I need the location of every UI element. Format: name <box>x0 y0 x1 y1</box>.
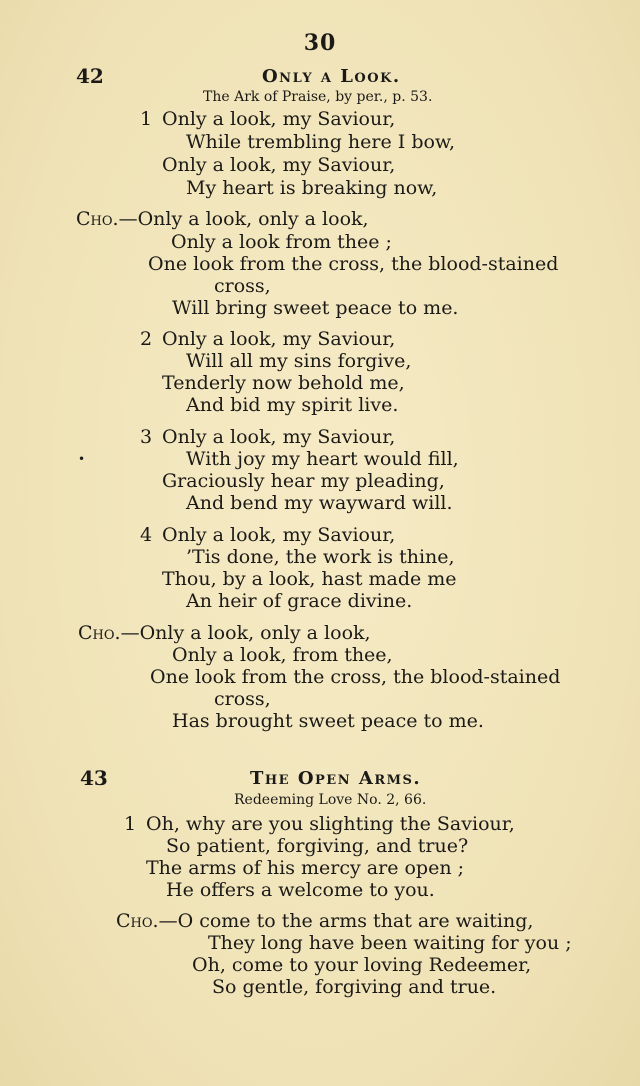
chorus-label: Cho. <box>116 910 159 932</box>
hymn-title: The Open Arms. <box>250 768 422 789</box>
verse-line: Will all my sins forgive, <box>186 350 412 372</box>
verse-line: Tenderly now behold me, <box>162 372 405 394</box>
chorus-line: One look from the cross, the blood-stained <box>148 253 559 275</box>
chorus-line: So gentle, forgiving and true. <box>212 976 497 998</box>
chorus-line: One look from the cross, the blood-stained <box>150 666 561 688</box>
hymn-number: 43 <box>80 766 108 790</box>
verse-number: 4 <box>140 524 153 546</box>
chorus-line: Only a look, from thee, <box>172 644 393 666</box>
verse-number: 1 <box>140 108 153 130</box>
verse-line: Only a look, my Saviour, <box>162 154 396 176</box>
verse-line: With joy my heart would fill, <box>186 448 459 470</box>
chorus-first-line <box>76 208 369 230</box>
hymn-source: Redeeming Love No. 2, 66. <box>234 792 427 808</box>
chorus-label: Cho. <box>76 208 119 230</box>
chorus-line: —Only a look, only a look, <box>118 208 369 230</box>
verse-number: 3 <box>140 426 153 448</box>
chorus-line: cross, <box>214 688 271 710</box>
verse-number: 2 <box>140 328 153 350</box>
verse-line: Thou, by a look, hast made me <box>162 568 457 590</box>
chorus-first-line <box>116 910 533 932</box>
verse-line: My heart is breaking now, <box>186 177 438 199</box>
verse-line: Only a look, my Saviour, <box>162 524 396 546</box>
verse-line: The arms of his mercy are open ; <box>146 857 464 879</box>
verse-line: An heir of grace divine. <box>186 590 413 612</box>
verse-number: 1 <box>124 813 137 835</box>
verse-line: While trembling here I bow, <box>186 131 455 153</box>
verse-line: Only a look, my Saviour, <box>162 426 396 448</box>
stray-mark: • <box>78 452 86 466</box>
verse-line: So patient, forgiving, and true? <box>166 835 469 857</box>
hymn-title: Only a Look. <box>262 66 401 87</box>
verse-line: He offers a welcome to you. <box>166 879 435 901</box>
chorus-line: Will bring sweet peace to me. <box>172 297 459 319</box>
verse-line: And bend my wayward will. <box>186 492 453 514</box>
verse-line: ’Tis done, the work is thine, <box>186 546 455 568</box>
chorus-line: cross, <box>214 275 271 297</box>
hymn-source: The Ark of Praise, by per., p. 53. <box>203 89 433 105</box>
chorus-line: They long have been waiting for you ; <box>208 932 572 954</box>
verse-line: Oh, why are you slighting the Saviour, <box>146 813 515 835</box>
chorus-line: —Only a look, only a look, <box>120 622 371 644</box>
page-number: 30 <box>303 30 337 56</box>
chorus-line: Has brought sweet peace to me. <box>172 710 484 732</box>
hymn-number: 42 <box>76 64 104 88</box>
verse-line: Only a look, my Saviour, <box>162 108 396 130</box>
chorus-label: Cho. <box>78 622 121 644</box>
chorus-line: —O come to the arms that are waiting, <box>158 910 534 932</box>
verse-line: Graciously hear my pleading, <box>162 470 445 492</box>
chorus-first-line <box>78 622 371 644</box>
verse-line: Only a look, my Saviour, <box>162 328 396 350</box>
chorus-line: Oh, come to your loving Redeemer, <box>192 954 532 976</box>
verse-line: And bid my spirit live. <box>186 394 399 416</box>
chorus-line: Only a look from thee ; <box>171 231 392 253</box>
